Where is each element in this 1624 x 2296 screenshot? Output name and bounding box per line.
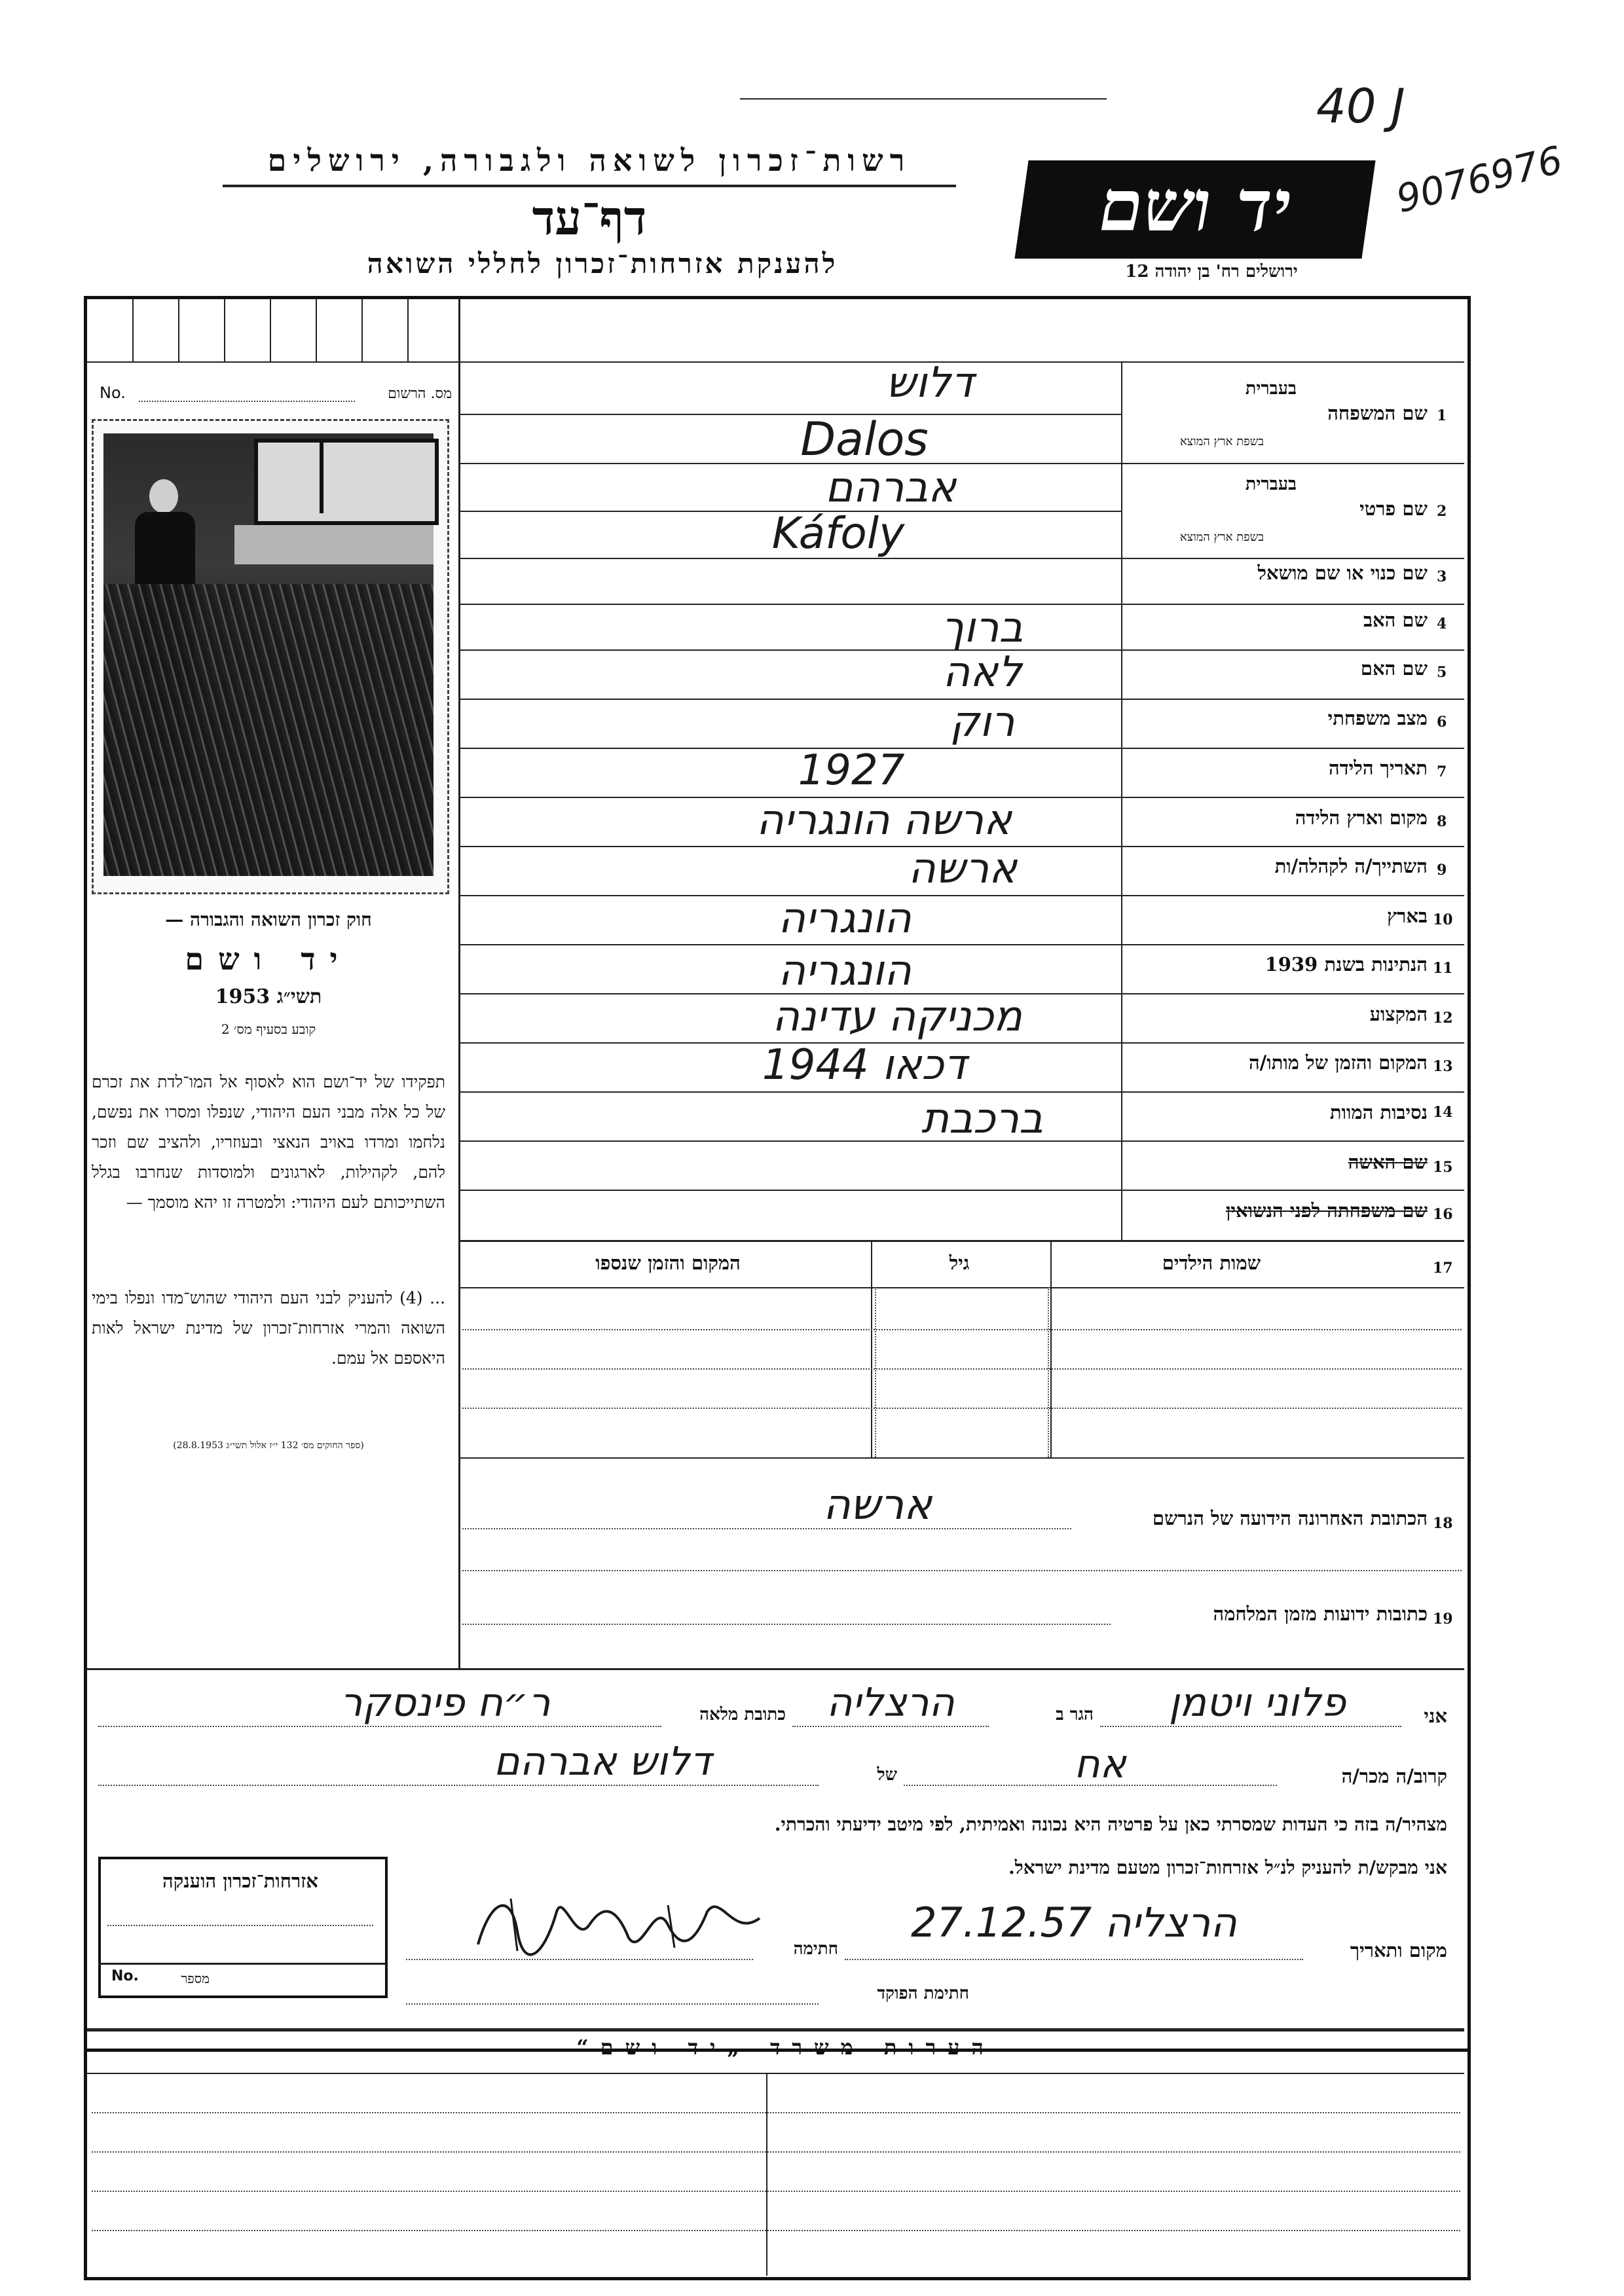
decl-name-value: פלוני ויטמן [1168, 1680, 1346, 1726]
field-11-value: הונגריה [778, 947, 912, 995]
field-2-number: 2 [1437, 503, 1447, 520]
field-11-label: הנתינות בשנת 1939 [1264, 953, 1428, 975]
decl-statement: מצהיר/ה בזה כי העדות שמסרתי כאן על פרטיה היא נכונה ואמיתית, לפי מיטב ידיעתי והכרתי. [774, 1813, 1447, 1835]
field-3-number: 3 [1437, 568, 1447, 585]
decl-officer-line [406, 2003, 819, 2005]
field-9-value: ארשה [908, 845, 1018, 893]
record-number-annotation: 9076976 [1392, 137, 1567, 222]
field-7-number: 7 [1437, 763, 1447, 780]
field-8-number: 8 [1437, 813, 1447, 830]
decl-address-value: ר״ח פינסקר [340, 1680, 551, 1726]
header-authority: רשות־זכרון לשואה ולגבורה, ירושלים [267, 143, 912, 178]
photo-window [254, 439, 439, 525]
grant-box-divider [98, 1963, 385, 1965]
children-header-age: גיל [949, 1252, 970, 1274]
field-19-label: כתובות ידועות מזמן המלחמה [1213, 1603, 1428, 1625]
children-header-names: שמות הילדים [1162, 1252, 1261, 1274]
field-7-label: תאריך הלידה [1329, 757, 1428, 779]
strip-cell-divider [224, 299, 225, 361]
field-18-dotted-2 [462, 1570, 1462, 1571]
logo-text: יד ושם [1099, 165, 1291, 247]
photo-person-head [149, 479, 178, 513]
strip-cell-divider [270, 299, 271, 361]
field-12-label: המקצוע [1369, 1003, 1428, 1025]
field-2-sub-origin: בשפת ארץ המוצא [1179, 530, 1264, 544]
children-header-bottom [458, 1287, 1464, 1288]
decl-city-value: הרצליה [826, 1680, 955, 1726]
header-subtitle: להענקת אזרחות־זכרון לחללי השואה [367, 247, 838, 280]
field-3-label: שם כנוי או שם מושאל [1257, 562, 1428, 584]
law-title: חוק זכרון השואה והגבורה — [165, 909, 372, 930]
law-year: תשי״ג 1953 [215, 985, 322, 1008]
declaration-top-rule [87, 1668, 1464, 1670]
row-separator [458, 1190, 1464, 1191]
children-header-place: המקום והזמן שנספו [595, 1252, 741, 1274]
children-col-divider [871, 1242, 872, 1458]
field-5-label: שם האם [1360, 657, 1428, 680]
field-5-number: 5 [1437, 664, 1447, 681]
children-col-dotted [1048, 1287, 1049, 1457]
field-1-value-origin: Dalos [800, 412, 929, 466]
photo-window-pane [320, 443, 323, 513]
field-16-number: 16 [1433, 1206, 1453, 1223]
field-13-value: דכאו 1944 [762, 1041, 967, 1089]
decl-full-address: כתובת מלאה [699, 1705, 786, 1724]
photo-plants [103, 584, 434, 876]
law-name: יד ושם [185, 941, 352, 977]
decl-place-value: הרצליה 27.12.57 [911, 1899, 1237, 1946]
children-table-bottom [458, 1457, 1464, 1459]
decl-place-date: מקום ותאריך [1350, 1939, 1447, 1961]
field-6-number: 6 [1437, 714, 1447, 731]
field-8-label: מקום וארץ הלידה [1295, 807, 1428, 829]
children-row-line [462, 1408, 1462, 1409]
strip-cell-divider [361, 299, 363, 361]
field-11-number: 11 [1433, 960, 1453, 977]
decl-resides: הגר ב [1056, 1705, 1094, 1724]
reg-label: מס. הרשום [388, 386, 452, 402]
field-2-value-hebrew: אברהם [824, 464, 957, 512]
decl-of-value: דלוש אברהם [493, 1739, 712, 1785]
field-14-value: ברכבת [921, 1095, 1044, 1143]
decl-relation-value: אח [1074, 1741, 1126, 1787]
field-1-sub-hebrew: בעברית [1245, 378, 1297, 399]
field-16-label: שם משפחתה לפני הנשואין [1226, 1199, 1428, 1222]
children-col-divider [1050, 1242, 1052, 1458]
field-1-sub-origin: בשפת ארץ המוצא [1179, 435, 1264, 448]
field-18-value: ארשה [822, 1481, 932, 1529]
field-18-label: הכתובת האחרונה הידועה של הנרשם [1152, 1507, 1428, 1529]
photo-wall [234, 525, 434, 564]
header-address: ירושלים רח' בן יהודה 12 [1125, 262, 1298, 282]
sheet-number-annotation: 40 J [1316, 79, 1405, 134]
field-4-number: 4 [1437, 615, 1447, 632]
field-2-label: שם פרטי [1359, 498, 1428, 520]
top-strip-bottom [87, 361, 1464, 363]
law-reference: (ספר החוקים מס׳ 132 י״ז אלול תשי״ג 28.8.1953) [173, 1440, 364, 1451]
field-6-value: רוק [950, 698, 1015, 746]
grant-box-line [107, 1925, 373, 1926]
field-1-number: 1 [1437, 407, 1447, 424]
field-10-label: בארץ [1387, 905, 1428, 927]
decl-signature-label: חתימה [793, 1939, 838, 1959]
field-9-number: 9 [1437, 862, 1447, 879]
children-row-line [462, 1329, 1462, 1330]
field-1-label: שם המשפחה [1327, 402, 1428, 424]
field-2-sub-hebrew: בעברית [1245, 474, 1297, 494]
remarks-frame [84, 2028, 1471, 2280]
decl-city-line [792, 1726, 989, 1727]
office-remarks-title: הערות משרד „יד ושם“ [576, 2035, 995, 2060]
strip-cell-divider [132, 299, 134, 361]
reg-dotted-line [139, 401, 355, 402]
decl-address-line [98, 1726, 661, 1727]
field-4-value: ברוך [941, 604, 1024, 652]
witness-signature [471, 1886, 773, 1964]
field-1-value-hebrew: דלוש [885, 359, 974, 407]
row-separator [458, 1240, 1464, 1242]
top-rule [740, 98, 1107, 100]
law-text-clause-4: ... (4) להעניק לבני העם היהודי שהוש־מדו ונפלו בימי השואה והמרי אזרחות־זכרון של מדינת ישראל לאות היאספם אל עמם. [92, 1288, 445, 1368]
field-12-number: 12 [1433, 1010, 1453, 1027]
header-underline [223, 185, 956, 187]
reg-no-label: No. [100, 384, 126, 402]
field-15-number: 15 [1433, 1159, 1453, 1176]
field-4-label: שם האב [1363, 609, 1428, 631]
field-13-number: 13 [1433, 1058, 1453, 1075]
field-7-value: 1927 [798, 746, 905, 795]
header-title: דף־עד [532, 190, 647, 246]
field-5-value: לאה [942, 648, 1022, 697]
victim-photo [103, 433, 434, 876]
grant-box-no: No. [111, 1968, 139, 1984]
strip-cell-divider [178, 299, 179, 361]
law-clause: קובע בסעיף מס׳ 2 [221, 1021, 316, 1037]
field-18-number: 18 [1433, 1515, 1453, 1532]
strip-cell-divider [407, 299, 409, 361]
field-6-label: מצב משפחתי [1327, 707, 1428, 729]
field-14-number: 14 [1433, 1104, 1453, 1121]
field-19-number: 19 [1433, 1611, 1453, 1628]
field-9-label: השתייך/ה לקהלה/ות [1274, 855, 1428, 877]
field-13-label: המקום והזמן של מותו/ה [1248, 1051, 1428, 1074]
decl-of: של [877, 1765, 897, 1785]
field-15-label: שם האשה [1348, 1151, 1428, 1173]
field-14-label: נסיבות המוות [1329, 1101, 1428, 1123]
field-8-value: ארשה הונגריה [756, 796, 1012, 845]
row-separator [458, 944, 1464, 945]
strip-cell-divider [316, 299, 317, 361]
field-2-value-origin: Káfoly [771, 508, 905, 558]
decl-place-line [845, 1959, 1303, 1960]
field-17-number: 17 [1433, 1260, 1453, 1277]
field-19-dotted [462, 1624, 1111, 1625]
children-row-line [462, 1368, 1462, 1370]
law-text: תפקידו של יד־ושם הוא לאסוף אל המו־לדת את זכרם של כל אלה מבני העם היהודי, שנפלו ומסרו את נפשם, נלחמו ומרדו באויב הנאצי ובעוזריו, ולהציב שם וזכר להם, לקהילות, לארגונים ולמוסדות שנחרבו בגלל השתייכותם לעם היהודי: ולמטרה זו יהא מוסמך — [92, 1072, 445, 1212]
grant-box-title: אזרחות־זכרון הוענקה [162, 1870, 318, 1892]
left-column-divider [458, 299, 460, 1669]
decl-name-line [1100, 1726, 1401, 1727]
decl-officer-signature: חתימת הפוקד [877, 1984, 969, 2003]
decl-request: אני מבקש/ת להעניק לנ״ל אזרחות־זכרון מטעם מדינת ישראל. [1008, 1857, 1447, 1878]
field-12-value: מכניקה עדינה [772, 993, 1022, 1041]
field-10-value: הונגריה [778, 894, 912, 943]
field-10-number: 10 [1433, 911, 1453, 928]
grant-box-number-label: מספר [181, 1971, 210, 1986]
row-separator [458, 1091, 1464, 1093]
decl-relative: קרוב/ה מכר/ה [1341, 1765, 1447, 1787]
decl-ani: אני [1424, 1705, 1447, 1727]
children-col-dotted [875, 1287, 876, 1457]
label-column-divider [1121, 361, 1122, 1240]
decl-of-line [98, 1785, 819, 1786]
